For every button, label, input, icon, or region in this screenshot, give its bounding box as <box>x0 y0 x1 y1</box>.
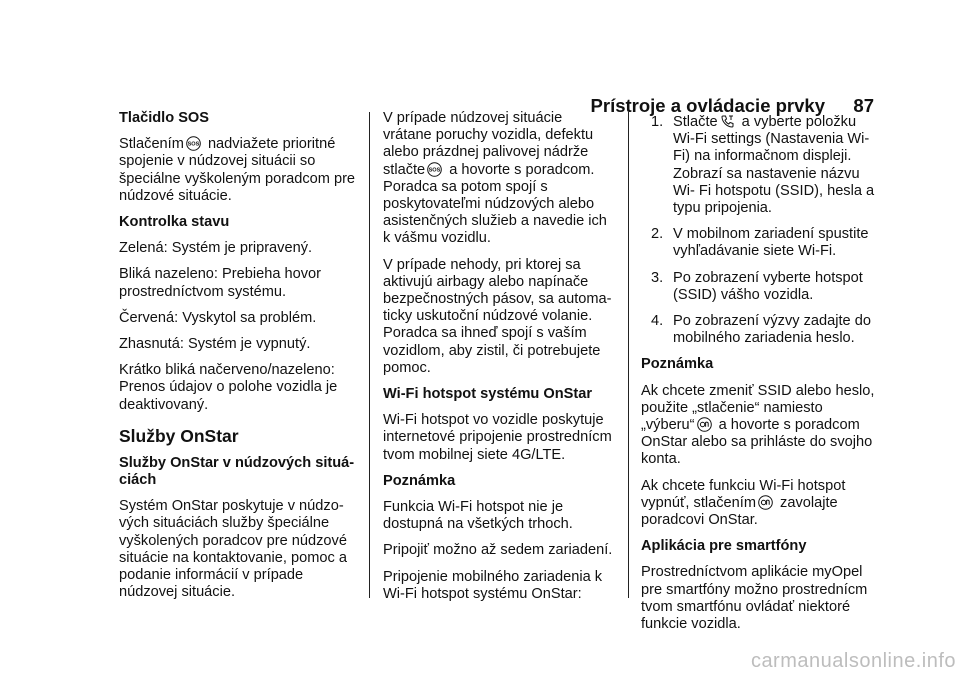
disable-text-after: zavolajte poradcovi OnStar. <box>641 494 838 529</box>
phone-hook-icon <box>720 114 735 129</box>
sos-text-before: Stlačením <box>119 136 184 153</box>
step-text: Po zobrazení výzvy zadajte do mobilného zariadenia heslo. <box>673 313 871 347</box>
step-number: 2. <box>651 226 664 243</box>
page-header-title: Prístroje a ovládacie prvky <box>590 95 825 116</box>
sos-paragraph <box>119 136 359 205</box>
column-middle <box>383 110 615 612</box>
note-heading: Poznámka <box>641 356 714 373</box>
wifi-heading: Wi-Fi hotspot systému OnStar <box>383 386 593 403</box>
ssid-paragraph <box>641 383 879 469</box>
status-blink-green: Bliká nazeleno: Prebieha hovor prostredníctvom systému. <box>119 266 322 300</box>
column-divider <box>369 112 370 598</box>
page-number: 87 <box>853 95 874 116</box>
fuel-text-before: V prípade núdzovej situácie vrátane poruchy vozidla, defektu alebo prázdnej palivovej nádrže stlačte <box>383 110 594 178</box>
onstar-services-heading: Služby OnStar <box>119 425 239 446</box>
sos-button-icon <box>186 136 201 151</box>
list-item <box>641 226 879 260</box>
list-item <box>641 270 879 304</box>
emergency-fuel-paragraph <box>383 110 615 248</box>
emergency-services-heading: Služby OnStar v núdzových situá-ciách <box>119 454 355 489</box>
list-item <box>641 114 879 217</box>
wifi-paragraph: Wi-Fi hotspot vo vozidle poskytuje internetové pripojenie prostrednícm tvom mobilnej siete 4G/LTE. <box>383 412 612 463</box>
step-text-after: a vyberte položku Wi-Fi settings (Nastavenia Wi-Fi) na informačnom displeji. Zobrazí sa nastavenie názvu Wi- Fi hotspotu (SSID), hesla a typu pripojenia. <box>673 114 875 217</box>
status-green: Zelená: Systém je pripravený. <box>119 240 313 257</box>
connect-paragraph: Pripojenie mobilného zariadenia k Wi-Fi hotspot systému OnStar: <box>383 568 603 602</box>
status-red: Červená: Vyskytol sa problém. <box>119 309 317 326</box>
sos-text-after: nadviažete prioritné spojenie v núdzovej situácii so špeciálne vyškoleným poradcom pre núdzové situácie. <box>119 136 356 204</box>
devices-paragraph: Pripojiť možno až sedem zariadení. <box>383 542 613 559</box>
emergency-services-text: Systém OnStar poskytuje v núdzo-vých situáciách služby špeciálne vyškolených poradcov pre núdzové situácie na kontaktovanie, pomoc a podanie informácií v prípade núdzovej situácie. <box>119 498 347 601</box>
onstar-logo-icon <box>697 417 712 432</box>
ssid-text-before: Ak chcete zmeniť SSID alebo heslo, použite „stlačenie“ namiesto „výberu“ <box>641 382 875 434</box>
onstar-logo-icon <box>758 495 773 510</box>
sos-heading: Tlačidlo SOS <box>119 110 210 126</box>
app-paragraph: Prostredníctvom aplikácie myOpel pre smartfóny možno prostrednícm tvom smartfónu ovládať niektoré funkcie vozidla. <box>641 564 868 633</box>
app-heading: Aplikácia pre smartfóny <box>641 538 807 555</box>
step-number: 3. <box>651 269 664 286</box>
column-divider <box>628 112 629 598</box>
status-blink-red-green: Krátko bliká načerveno/nazeleno: Prenos údajov o polohe vozidla je deaktivovaný. <box>119 362 338 413</box>
status-off: Zhasnutá: Systém je vypnutý. <box>119 336 311 353</box>
svg-text:SOS: SOS <box>428 167 441 174</box>
sos-button-icon <box>427 162 442 177</box>
column-right <box>641 110 879 642</box>
list-item <box>641 313 879 347</box>
watermark: carmanualsonline.info <box>750 650 956 672</box>
wifi-steps-list <box>641 114 879 347</box>
fuel-text-after: a hovorte s poradcom. Poradca sa potom spojí s poskytovateľmi núdzových alebo asistenčných služieb a navedie ich k vášmu vozidlu. <box>383 161 607 247</box>
note-heading: Poznámka <box>383 472 456 489</box>
svg-text:SOS: SOS <box>187 141 200 148</box>
step-text: V mobilnom zariadení spustite vyhľadávanie siete Wi-Fi. <box>673 226 869 260</box>
step-text: Po zobrazení vyberte hotspot (SSID) vášho vozidla. <box>673 269 863 303</box>
ssid-text-after: a hovorte s poradcom OnStar alebo sa prihláste do svojho konta. <box>641 417 873 468</box>
disable-text-before: Ak chcete funkciu Wi-Fi hotspot vypnúť, stlačením <box>641 477 846 511</box>
step-number: 4. <box>651 313 664 330</box>
note-paragraph: Funkcia Wi-Fi hotspot nie je dostupná na všetkých trhoch. <box>383 499 573 533</box>
step-number: 1. <box>651 114 664 130</box>
disable-paragraph <box>641 478 879 530</box>
crash-paragraph: V prípade nehody, pri ktorej sa aktivujú airbagy alebo napínače bezpečnostných pásov, sa automa-ticky uskutoční núdzové volanie. Poradca sa ihneď spojí s vaším vozidlom, aby zistil, či potrebujete pomoc. <box>383 256 612 376</box>
step-text-before: Stlačte <box>673 114 718 130</box>
column-left <box>119 110 359 610</box>
status-heading: Kontrolka stavu <box>119 214 230 231</box>
